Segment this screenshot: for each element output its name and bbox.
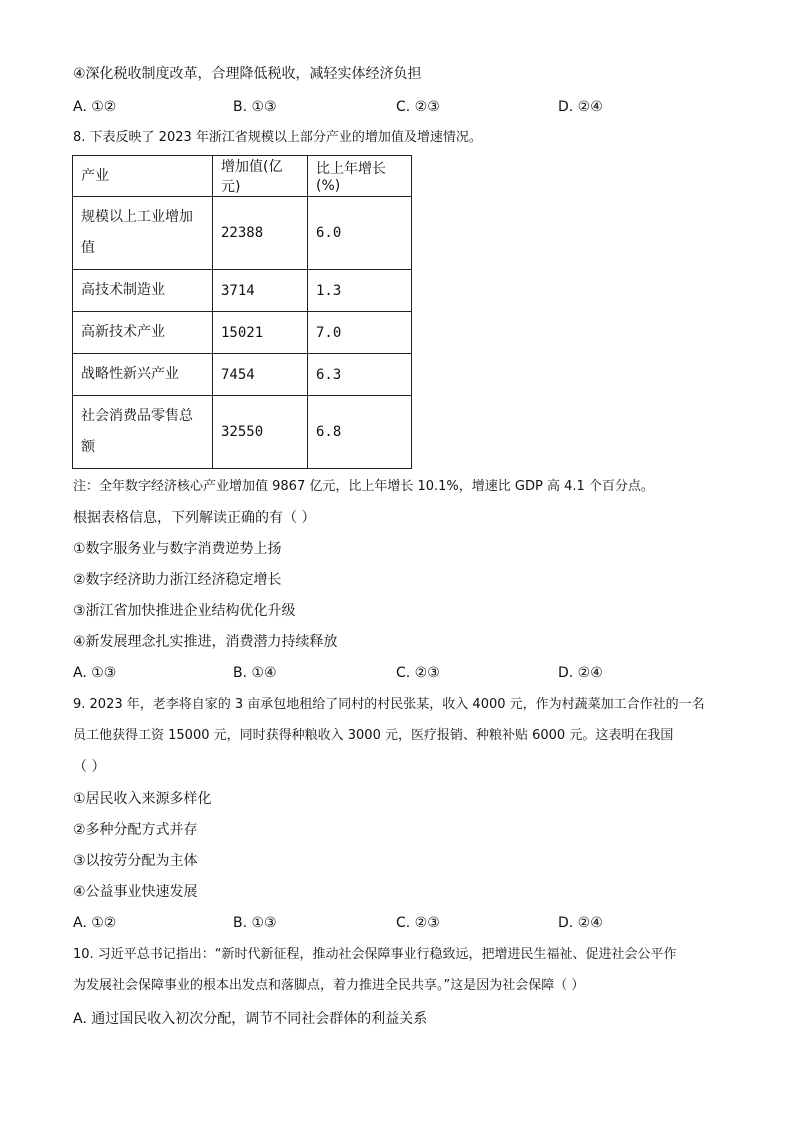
table-cell-industry: 战略性新兴产业 bbox=[73, 354, 213, 396]
table-header-cell: 增加值(亿元) bbox=[213, 156, 308, 197]
table-header-cell: 产业 bbox=[73, 156, 213, 197]
q8-option-b: B. ①④ bbox=[233, 665, 277, 681]
table-cell-industry: 社会消费品零售总额 bbox=[73, 396, 213, 469]
table-cell-growth: 6.0 bbox=[308, 197, 412, 270]
q7-option-b: B. ①③ bbox=[233, 99, 277, 115]
table-cell-industry: 高技术制造业 bbox=[73, 270, 213, 312]
table-row bbox=[73, 354, 412, 396]
q8-option-a: A. ①③ bbox=[73, 665, 117, 681]
q10-option-a: A. 通过国民收入初次分配，调节不同社会群体的利益关系 bbox=[73, 1011, 428, 1027]
industry-table bbox=[72, 155, 412, 469]
table-cell-growth: 6.8 bbox=[308, 396, 412, 469]
q8-option-c: C. ②③ bbox=[396, 665, 440, 681]
table-cell-growth: 1.3 bbox=[308, 270, 412, 312]
q9-option-b: B. ①③ bbox=[233, 915, 277, 931]
q8-option-d: D. ②④ bbox=[558, 665, 603, 681]
q7-option-c: C. ②③ bbox=[396, 99, 440, 115]
q8-item-3: ③浙江省加快推进企业结构优化升级 bbox=[73, 603, 296, 619]
table-cell-value: 15021 bbox=[213, 312, 308, 354]
q8-question: 根据表格信息，下列解读正确的有（ ） bbox=[73, 510, 316, 526]
table-header-cell: 比上年增长(%) bbox=[308, 156, 412, 197]
table-cell-industry: 规模以上工业增加值 bbox=[73, 197, 213, 270]
table-cell-value: 3714 bbox=[213, 270, 308, 312]
q10-stem-line-2: 为发展社会保障事业的根本出发点和落脚点，着力推进全民共享。”这是因为社会保障（ ） bbox=[73, 978, 585, 993]
q8-stem: 8. 下表反映了 2023 年浙江省规模以上部分产业的增加值及增速情况。 bbox=[73, 130, 482, 145]
table-cell-value: 32550 bbox=[213, 396, 308, 469]
q7-options bbox=[73, 97, 713, 117]
q7-option-a: A. ①② bbox=[73, 99, 117, 115]
q8-options bbox=[73, 663, 713, 683]
q9-stem-line-3: （ ） bbox=[73, 759, 106, 775]
q8-item-2: ②数字经济助力浙江经济稳定增长 bbox=[73, 572, 282, 588]
table-row bbox=[73, 396, 412, 469]
q8-item-4: ④新发展理念扎实推进，消费潜力持续释放 bbox=[73, 634, 338, 650]
q9-option-d: D. ②④ bbox=[558, 915, 603, 931]
q9-options bbox=[73, 913, 713, 933]
q9-stem-line-1: 9. 2023 年，老李将自家的 3 亩承包地租给了同村的村民张某，收入 4000 元，作为村蔬菜加工合作社的一名 bbox=[73, 697, 705, 712]
q10-stem-line-1: 10. 习近平总书记指出：“新时代新征程，推动社会保障事业行稳致远，把增进民生福祉、促进社会公平作 bbox=[73, 947, 677, 962]
q9-item-2: ②多种分配方式并存 bbox=[73, 822, 198, 838]
table-cell-growth: 6.3 bbox=[308, 354, 412, 396]
q9-option-a: A. ①② bbox=[73, 915, 117, 931]
q9-option-c: C. ②③ bbox=[396, 915, 440, 931]
table-cell-growth: 7.0 bbox=[308, 312, 412, 354]
table-row bbox=[73, 197, 412, 270]
table-row bbox=[73, 312, 412, 354]
table-header-row bbox=[73, 156, 412, 197]
q7-item-4: ④深化税收制度改革，合理降低税收，减轻实体经济负担 bbox=[73, 66, 422, 82]
table-row bbox=[73, 270, 412, 312]
table-cell-value: 7454 bbox=[213, 354, 308, 396]
q9-item-3: ③以按劳分配为主体 bbox=[73, 853, 198, 869]
q9-item-4: ④公益事业快速发展 bbox=[73, 884, 198, 900]
q8-item-1: ①数字服务业与数字消费逆势上扬 bbox=[73, 541, 282, 557]
table-cell-value: 22388 bbox=[213, 197, 308, 270]
q8-note: 注：全年数字经济核心产业增加值 9867 亿元，比上年增长 10.1%，增速比 GDP 高 4.1 个百分点。 bbox=[73, 479, 654, 494]
q7-option-d: D. ②④ bbox=[558, 99, 603, 115]
q9-item-1: ①居民收入来源多样化 bbox=[73, 791, 212, 807]
table-cell-industry: 高新技术产业 bbox=[73, 312, 213, 354]
q9-stem-line-2: 员工他获得工资 15000 元，同时获得种粮收入 3000 元，医疗报销、种粮补贴 6000 元。这表明在我国 bbox=[73, 728, 674, 743]
